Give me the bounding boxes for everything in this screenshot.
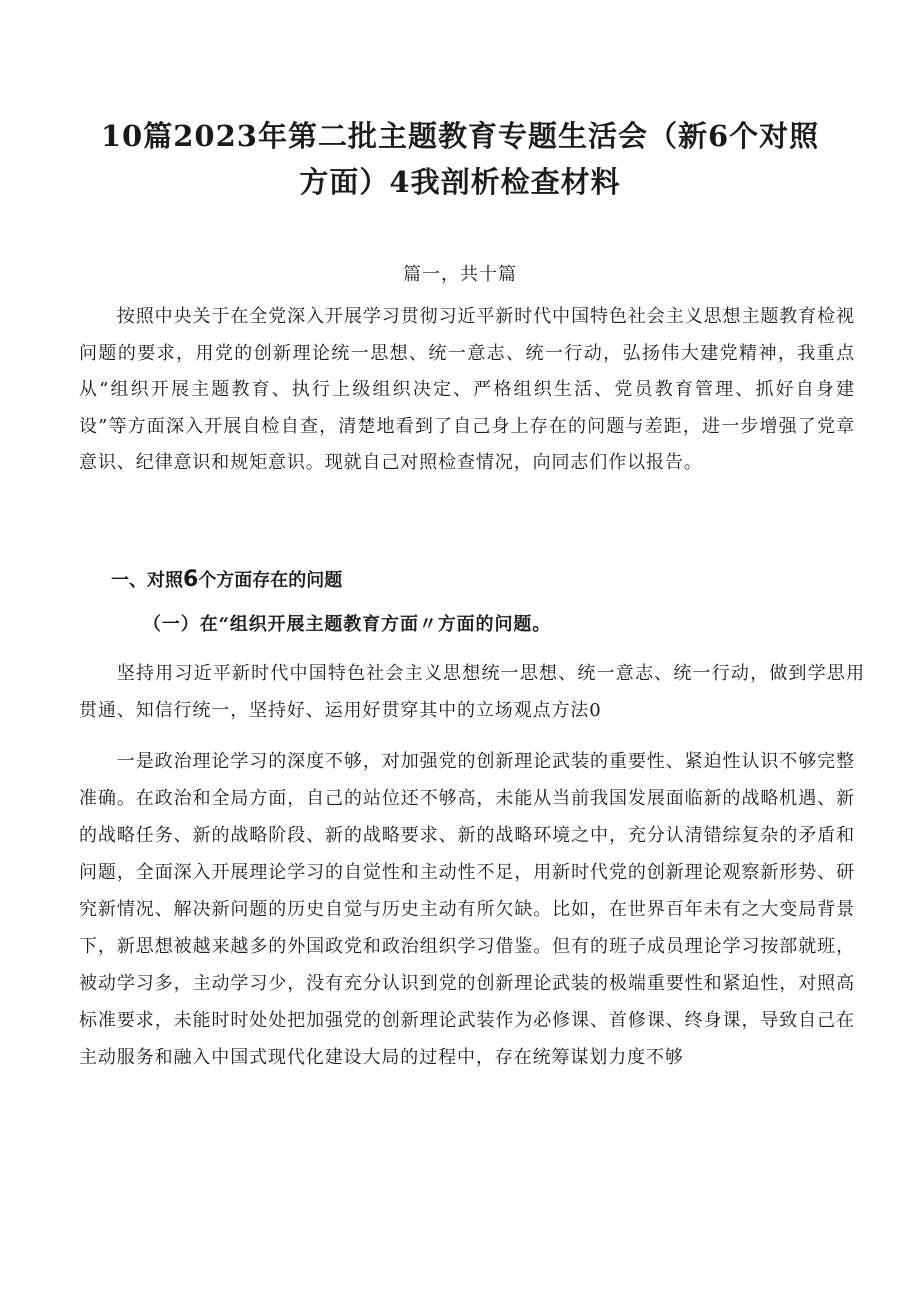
- body-paragraph-1: 坚持用习近平新时代中国特色社会主义思想统一思想、统一意志、统一行动，做到学思用贯通、知信行统一，坚持好、运用好贯穿其中的立场观点方法0: [79, 663, 865, 721]
- section-heading-prefix: 一、对照: [111, 570, 183, 591]
- section-heading-1: [111, 562, 342, 599]
- subsection-heading-1: （一）在“组织开展主题教育方面〃方面的问题。: [143, 614, 552, 635]
- section-heading-number: 6: [183, 567, 199, 592]
- document-title-line-2: 方面）4我剖析检查材料: [299, 165, 621, 199]
- document-subtitle: 篇一，共十篇: [403, 264, 517, 285]
- document-title-line-1: 10篇2023年第二批主题教育专题生活会（新6个对照: [100, 119, 820, 153]
- body-paragraph-2: 一是政治理论学习的深度不够，对加强党的创新理论武装的重要性、紧迫性认识不够完整准确。在政治和全局方面，自己的站位还不够高，未能从当前我国发展面临新的战略机遇、新的战略任务、新的战略阶段、新的战略要求、新的战略环境之中，充分认清错综复杂的矛盾和问题，全面深入开展理论学习的自觉性和主动性不足，用新时代党的创新理论观察新形势、研究新情况、解决新问题的历史自觉与历史主动有所欠缺。比如，在世界百年未有之大变局背景下，新思想被越来越多的外国政党和政治组织学习借鉴。但有的班子成员理论学习按部就班，被动学习多，主动学习少，没有充分认识到党的创新理论武装的极端重要性和紧迫性，对照高标准要求，未能时时处处把加强党的创新理论武装作为必修课、首修课、终身课，导致自己在主动服务和融入中国式现代化建设大局的过程中，存在统筹谋划力度不够: [79, 751, 855, 1068]
- section-heading-suffix: 个方面存在的问题: [198, 570, 343, 591]
- intro-paragraph: 按照中央关于在全党深入开展学习贯彻习近平新时代中国特色社会主义思想主题教育检视问题的要求，用党的创新理论统一思想、统一意志、统一行动，弘扬伟大建党精神，我重点从“组织开展主题教育、执行上级组织决定、严格组织生活、党员教育管理、抓好自身建设”等方面深入开展自检自查，清楚地看到了自己身上存在的问题与差距，进一步增强了党章意识、纪律意识和规矩意识。现就自己对照检查情况，向同志们作以报告。: [79, 306, 855, 473]
